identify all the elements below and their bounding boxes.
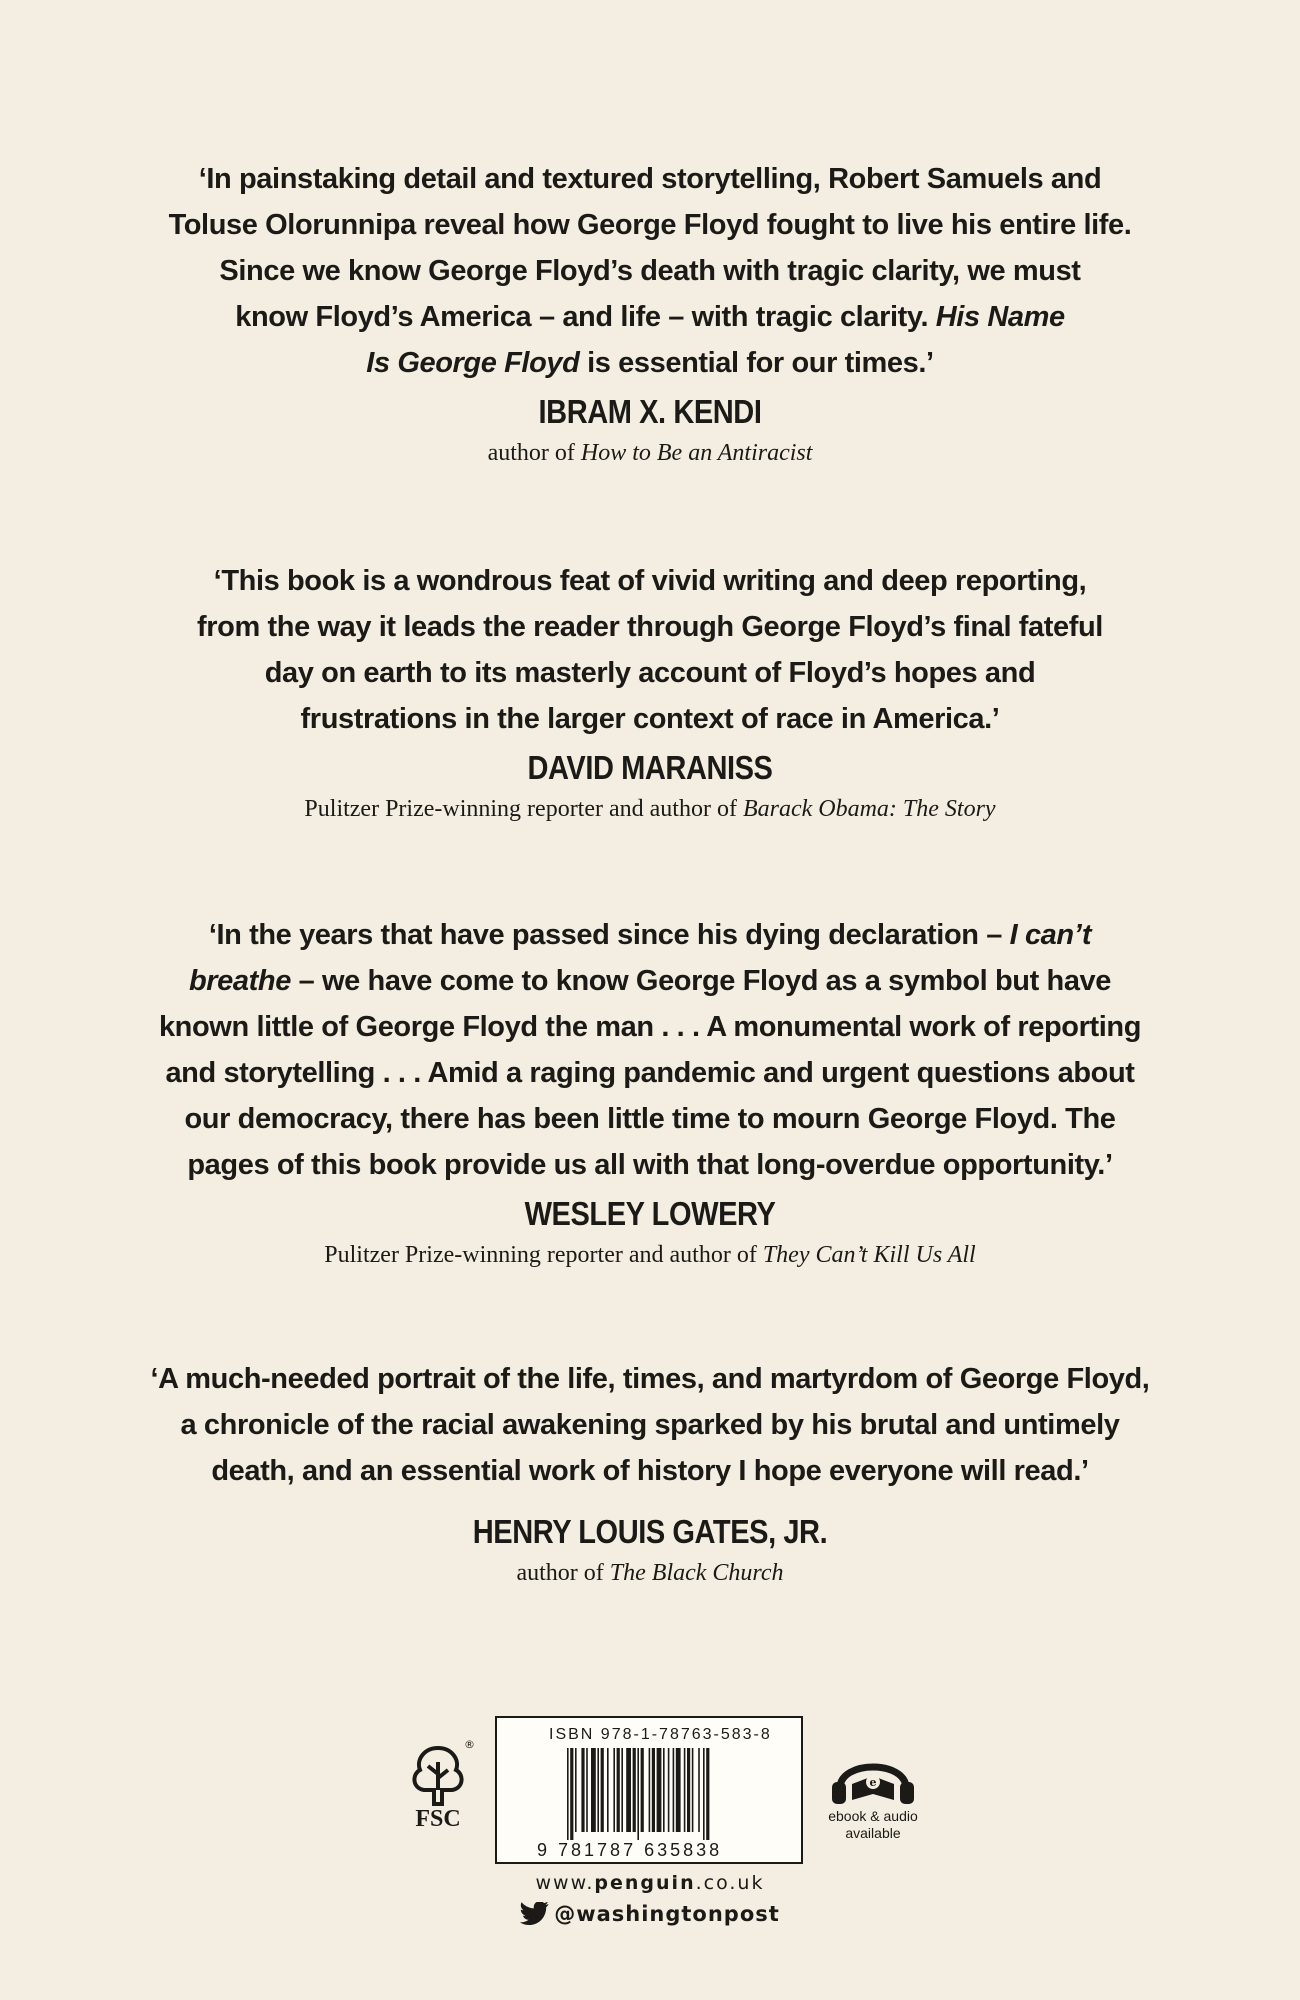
barcode-bar xyxy=(698,1748,700,1832)
blurb-author: WESLEY LOWERY xyxy=(524,1195,776,1232)
twitter-bird-icon xyxy=(520,1902,550,1926)
barcode-digits: 9 781787 635838 xyxy=(537,1840,723,1860)
blurb-kendi xyxy=(0,156,1300,468)
barcode-bar xyxy=(591,1748,596,1832)
barcode-bar xyxy=(607,1748,609,1832)
quote-line: Since we know George Floyd’s death with tragic clarity, we must xyxy=(219,255,1081,287)
barcode-bar xyxy=(663,1748,665,1832)
barcode-bar xyxy=(617,1748,620,1832)
blurb-author: DAVID MARANISS xyxy=(527,749,773,786)
fsc-registered-mark: ® xyxy=(464,1738,475,1751)
barcode-bar xyxy=(652,1748,655,1832)
barcode-bar xyxy=(601,1748,604,1832)
barcode-bar xyxy=(649,1748,651,1832)
blurb-gates xyxy=(0,1356,1300,1588)
quote-line: pages of this book provide us all with that long-overdue opportunity.’ xyxy=(187,1149,1113,1181)
quote-line: ‘In the years that have passed since his dying declaration – I can’t xyxy=(208,919,1092,951)
barcode-bar xyxy=(673,1748,675,1832)
barcode-bar xyxy=(575,1748,577,1832)
blurb-credit: Pulitzer Prize-winning reporter and author of They Can’t Kill Us All xyxy=(324,1242,976,1268)
quote-line: Toluse Olorunnipa reveal how George Floyd fought to live his entire life. xyxy=(168,209,1132,241)
quote-line: Is George Floyd is essential for our times.’ xyxy=(366,347,934,379)
quote-line: and storytelling . . . Amid a raging pandemic and urgent questions about xyxy=(165,1057,1135,1089)
blurb-author: IBRAM X. KENDI xyxy=(538,393,762,430)
blurb-lowery xyxy=(0,912,1300,1270)
quote-line: death, and an essential work of history I hope everyone will read.’ xyxy=(211,1455,1089,1487)
barcode-bar xyxy=(637,1748,639,1840)
barcode-bar xyxy=(613,1748,615,1832)
barcode-bar xyxy=(633,1748,636,1832)
barcode-bar xyxy=(687,1748,690,1832)
blurb-credit: author of The Black Church xyxy=(516,1560,784,1586)
quote-line: ‘A much-needed portrait of the life, times, and martyrdom of George Floyd, xyxy=(150,1363,1150,1395)
barcode-bar xyxy=(676,1748,681,1832)
quote-text xyxy=(0,912,1300,1188)
quote-text xyxy=(0,156,1300,386)
quote-line: know Floyd’s America – and life – with tragic clarity. His Name xyxy=(235,301,1065,333)
quote-line: breathe – we have come to know George Floyd as a symbol but have xyxy=(188,965,1112,997)
barcode-bar xyxy=(581,1748,584,1832)
barcode-bar xyxy=(684,1748,686,1832)
blurb-author: HENRY LOUIS GATES, JR. xyxy=(472,1513,828,1550)
barcode-bar xyxy=(706,1748,709,1840)
barcode-bar xyxy=(703,1748,705,1840)
barcode-bar xyxy=(621,1748,623,1832)
blurb-credit: Pulitzer Prize-winning reporter and author of Barack Obama: The Story xyxy=(304,796,996,822)
quote-line: a chronicle of the racial awakening sparked by his brutal and untimely xyxy=(180,1409,1120,1441)
svg-text:e: e xyxy=(869,1776,877,1789)
barcode-bar xyxy=(657,1748,662,1832)
quote-text xyxy=(0,1356,1300,1494)
barcode-bar xyxy=(586,1748,588,1832)
barcode-box xyxy=(495,1716,803,1864)
quote-line: known little of George Floyd the man . . . A monumental work of reporting xyxy=(158,1011,1142,1043)
ebook-audio-badge xyxy=(818,1742,928,1842)
ebook-audio-label: ebook & audio available xyxy=(828,1808,918,1841)
barcode-bar xyxy=(570,1748,573,1840)
fsc-label: FSC xyxy=(415,1806,461,1832)
quote-text xyxy=(0,558,1300,742)
quote-line: our democracy, there has been little time to mourn George Floyd. The xyxy=(184,1103,1116,1135)
fsc-logo xyxy=(398,1738,478,1836)
quote-line: day on earth to its masterly account of Floyd’s hopes and xyxy=(264,657,1036,689)
twitter-handle: @washingtonpost xyxy=(0,1902,1300,1926)
fsc-tree-icon xyxy=(398,1742,478,1806)
blurb-credit: author of How to Be an Antiracist xyxy=(487,440,813,466)
barcode-bar xyxy=(692,1748,694,1832)
quote-line: ‘In painstaking detail and textured storytelling, Robert Samuels and xyxy=(198,163,1102,195)
quote-line: ‘This book is a wondrous feat of vivid writing and deep reporting, xyxy=(213,565,1087,597)
ebook-audio-headphones-icon xyxy=(818,1742,928,1806)
barcode xyxy=(567,1748,747,1840)
quote-line: frustrations in the larger context of race in America.’ xyxy=(300,703,1000,735)
publisher-url: www.penguin.co.uk xyxy=(535,1872,765,1894)
barcode-bar xyxy=(626,1748,631,1832)
barcode-bar xyxy=(567,1748,569,1840)
quote-line: from the way it leads the reader through George Floyd’s final fateful xyxy=(197,611,1103,643)
isbn-text: ISBN 978-1-78763-583-8 xyxy=(549,1726,772,1743)
barcode-bar xyxy=(597,1748,599,1832)
barcode-bar xyxy=(641,1748,644,1832)
blurb-maraniss xyxy=(0,558,1300,824)
barcode-bar xyxy=(668,1748,670,1832)
